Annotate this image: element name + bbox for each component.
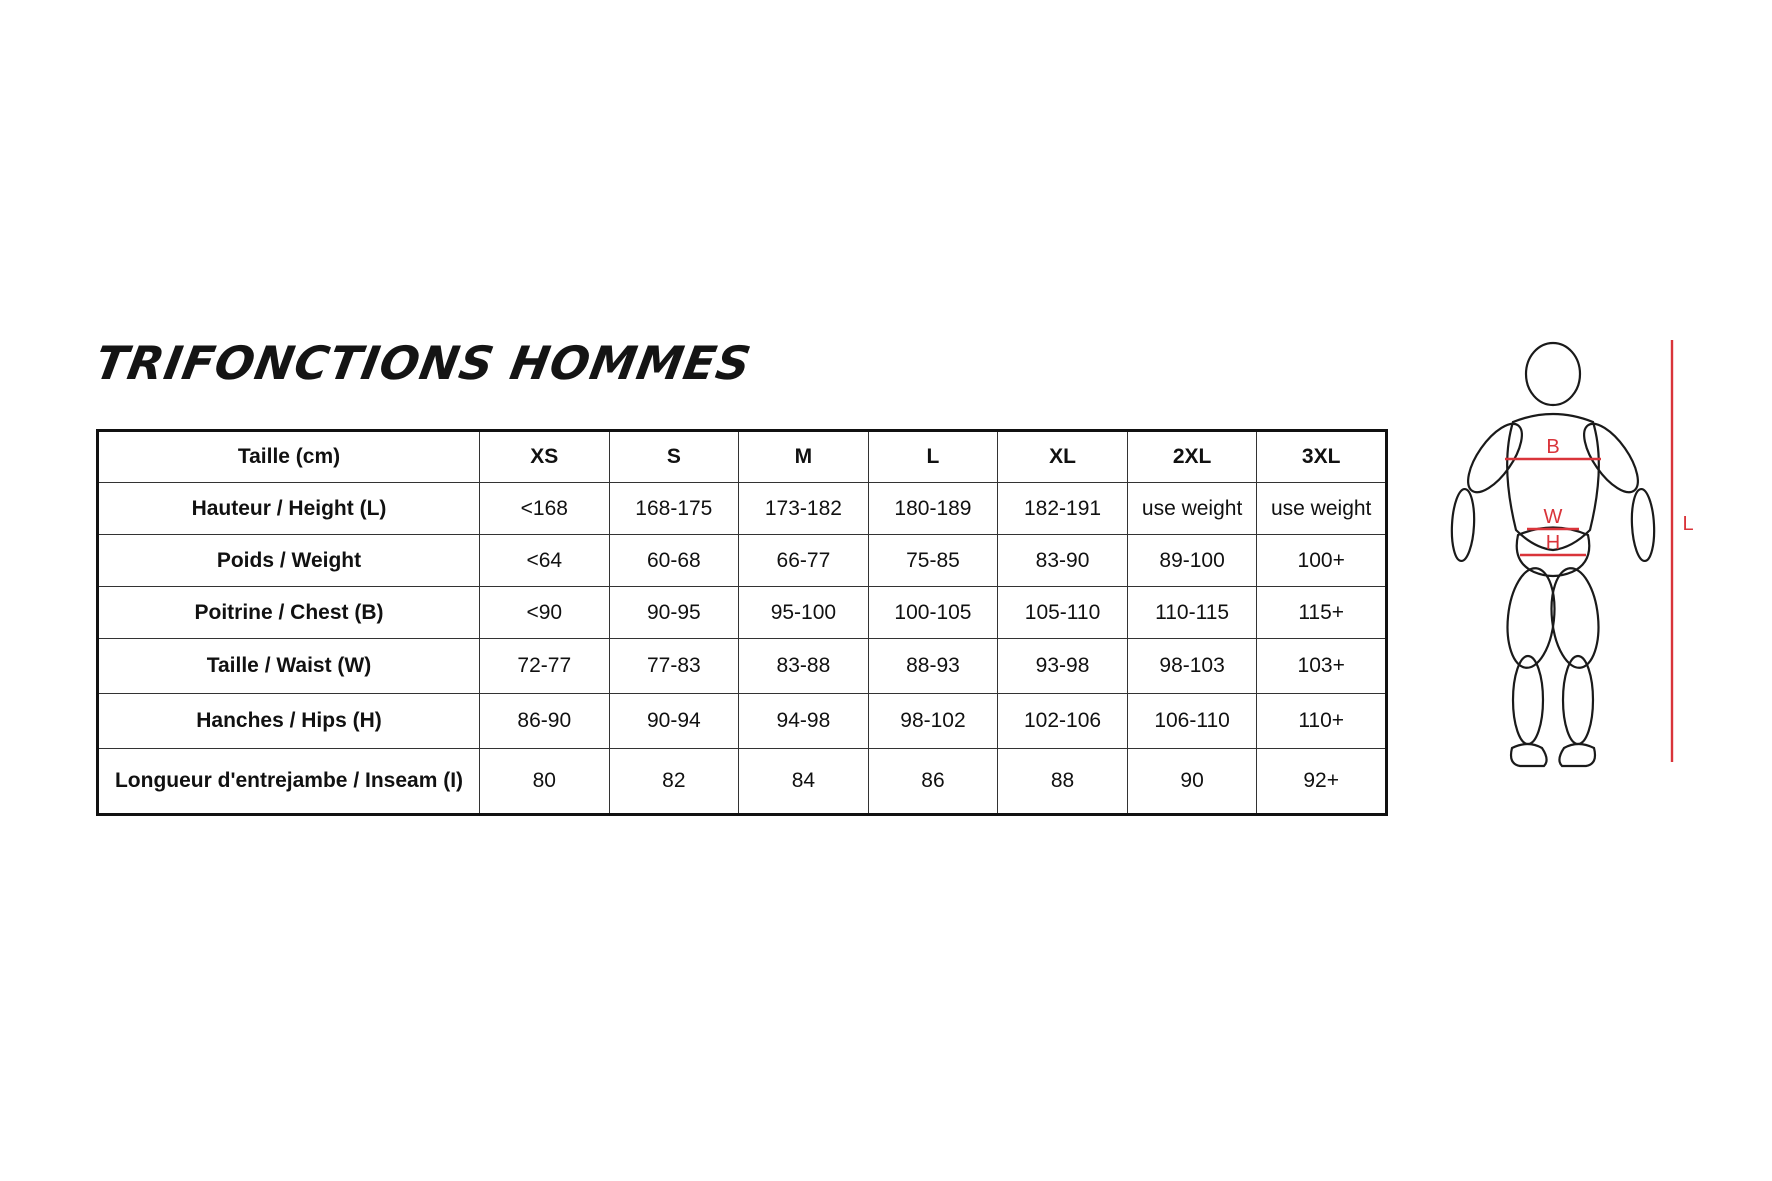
table-cell: 88-93 [868,639,998,694]
table-row [98,639,1387,694]
chest-label: B [1546,436,1560,458]
right-forearm-shape [1630,488,1656,561]
table-cell: 90-94 [609,694,739,749]
left-forearm-shape [1450,488,1476,561]
head-shape [1526,343,1580,405]
table-cell: 110-115 [1127,587,1257,639]
table-cell: 82 [609,749,739,815]
table-cell: 90 [1127,749,1257,815]
table-cell: 84 [739,749,869,815]
table-cell: <64 [480,535,610,587]
row-label: Hanches / Hips (H) [98,694,480,749]
row-label: Poids / Weight [98,535,480,587]
table-cell: 173-182 [739,483,869,535]
table-row [98,694,1387,749]
right-foot-shape [1559,744,1595,766]
table-cell: 72-77 [480,639,610,694]
table-cell: 83-88 [739,639,869,694]
table-cell: 86 [868,749,998,815]
left-thigh-shape [1503,566,1559,670]
row-label: Hauteur / Height (L) [98,483,480,535]
header-cell-s: S [609,431,739,483]
table-cell: 182-191 [998,483,1128,535]
page-title: TRIFONCTIONS HOMMES [91,336,756,390]
row-label: Longueur d'entrejambe / Inseam (I) [98,749,480,815]
size-table [96,429,1388,816]
table-row [98,483,1387,535]
hips-label: H [1545,532,1561,554]
table-cell: 94-98 [739,694,869,749]
table-cell: 106-110 [1127,694,1257,749]
left-foot-shape [1511,744,1547,766]
table-cell: 98-102 [868,694,998,749]
table-cell: 86-90 [480,694,610,749]
header-cell-m: M [739,431,869,483]
table-cell: 100-105 [868,587,998,639]
body-measurement-figure [1440,330,1700,770]
length-label: L [1682,513,1694,535]
table-cell: 105-110 [998,587,1128,639]
table-cell: 102-106 [998,694,1128,749]
table-cell: 168-175 [609,483,739,535]
header-cell-2xl: 2XL [1127,431,1257,483]
table-cell: 80 [480,749,610,815]
table-cell: 75-85 [868,535,998,587]
table-cell: 93-98 [998,639,1128,694]
header-cell-label: Taille (cm) [98,431,480,483]
table-row [98,535,1387,587]
table-cell: 92+ [1257,749,1387,815]
waist-label: W [1543,506,1563,528]
row-label: Poitrine / Chest (B) [98,587,480,639]
table-cell: <90 [480,587,610,639]
table-cell: 88 [998,749,1128,815]
header-cell-l: L [868,431,998,483]
table-header-row [98,431,1387,483]
table-cell: 115+ [1257,587,1387,639]
table-cell: use weight [1127,483,1257,535]
right-calf-shape [1563,656,1593,744]
table-cell: 66-77 [739,535,869,587]
table-cell: 95-100 [739,587,869,639]
table-row [98,587,1387,639]
left-calf-shape [1513,656,1543,744]
table-cell: 60-68 [609,535,739,587]
table-cell: 83-90 [998,535,1128,587]
table-cell: <168 [480,483,610,535]
table-cell: 100+ [1257,535,1387,587]
table-cell: 103+ [1257,639,1387,694]
table-cell: 98-103 [1127,639,1257,694]
table-cell: use weight [1257,483,1387,535]
table-cell: 110+ [1257,694,1387,749]
header-cell-3xl: 3XL [1257,431,1387,483]
table-row [98,749,1387,815]
table-cell: 89-100 [1127,535,1257,587]
row-label: Taille / Waist (W) [98,639,480,694]
table-cell: 90-95 [609,587,739,639]
table-cell: 77-83 [609,639,739,694]
right-thigh-shape [1547,566,1603,670]
header-cell-xl: XL [998,431,1128,483]
header-cell-xs: XS [480,431,610,483]
table-cell: 180-189 [868,483,998,535]
